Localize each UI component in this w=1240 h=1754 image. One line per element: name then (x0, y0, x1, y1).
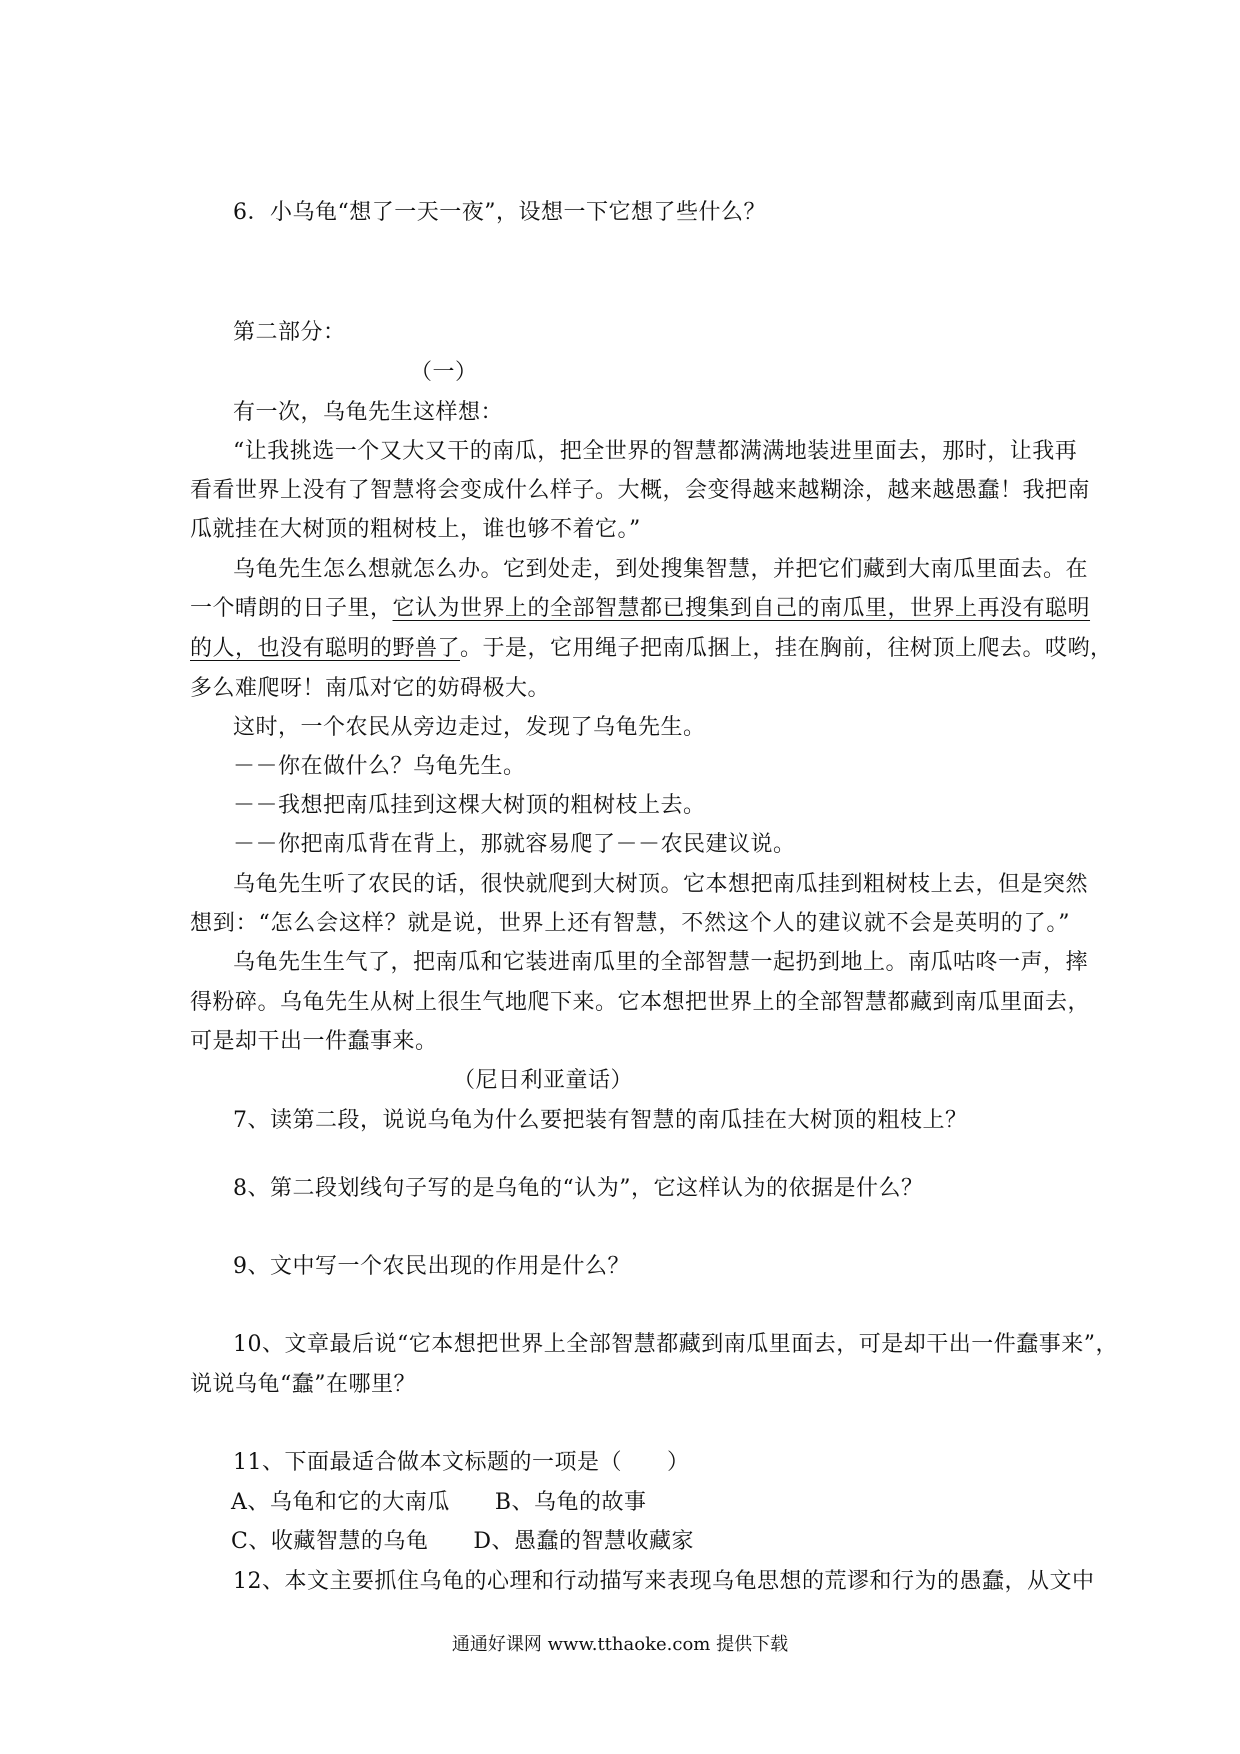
passage-source: （尼日利亚童话） (453, 1068, 634, 1093)
passage-paragraph-9-line-1: 乌龟先生生气了，把南瓜和它装进南瓜里的全部智慧一起扔到地上。南瓜咕咚一声，摔 (233, 950, 1089, 975)
question-9: 9、文中写一个农民出现的作用是什么？ (233, 1254, 630, 1279)
passage-paragraph-3-line-4: 多么难爬呀！南瓜对它的妨碍极大。 (190, 676, 551, 701)
passage-text: 。于是，它用绳子把南瓜捆上，挂在胸前，往树顶上爬去。哎哟， (460, 636, 1113, 661)
passage-paragraph-3-line-3 (190, 634, 1113, 664)
question-8: 8、第二段划线句子写的是乌龟的“认为”，它这样认为的依据是什么？ (233, 1176, 924, 1201)
question-6: 6．小乌龟“想了一天一夜”，设想一下它想了些什么？ (233, 200, 766, 225)
question-10-line-2: 说说乌龟“蠢”在哪里？ (190, 1372, 416, 1397)
question-12-line-1: 12、本文主要抓住乌龟的心理和行动描写来表现乌龟思想的荒谬和行为的愚蠢，从文中 (233, 1569, 1095, 1594)
passage-paragraph-1: 有一次，乌龟先生这样想： (233, 400, 504, 425)
passage-dialogue-3: －－你把南瓜背在背上，那就容易爬了－－农民建议说。 (233, 832, 796, 857)
section-heading: 第二部分： (233, 320, 346, 345)
passage-dialogue-2: －－我想把南瓜挂到这棵大树顶的粗树枝上去。 (233, 793, 706, 818)
passage-paragraph-9-line-2: 得粉碎。乌龟先生从树上很生气地爬下来。它本想把世界上的全部智慧都藏到南瓜里面去， (190, 990, 1091, 1015)
question-11-options-row-1: A、乌龟和它的大南瓜 B、乌龟的故事 (231, 1490, 647, 1515)
passage-paragraph-2-line-2: 看看世界上没有了智慧将会变成什么样子。大概，会变得越来越糊涂，越来越愚蠢！我把南 (190, 478, 1091, 503)
passage-paragraph-8-line-2: 想到：“怎么会这样？就是说，世界上还有智慧，不然这个人的建议就不会是英明的了。” (190, 911, 1070, 936)
page-footer: 通通好课网 www.tthaoke.com 提供下载 (451, 1634, 789, 1655)
underlined-sentence: 它认为世界上的全部智慧都已搜集到自己的南瓜里，世界上再没有聪明 (392, 596, 1091, 621)
question-7: 7、读第二段，说说乌龟为什么要把装有智慧的南瓜挂在大树顶的粗枝上？ (233, 1108, 968, 1133)
passage-paragraph-9-line-3: 可是却干出一件蠢事来。 (190, 1029, 438, 1054)
question-10-line-1: 10、文章最后说“它本想把世界上全部智慧都藏到南瓜里面去，可是却干出一件蠢事来”， (233, 1332, 1118, 1357)
passage-paragraph-3-line-2 (190, 594, 1091, 624)
passage-number: （一） (410, 360, 478, 385)
passage-paragraph-2-line-1: “让我挑选一个又大又干的南瓜，把全世界的智慧都满满地装进里面去，那时，让我再 (233, 439, 1078, 464)
passage-paragraph-2-line-3: 瓜就挂在大树顶的粗树枝上，谁也够不着它。” (190, 517, 641, 542)
question-11-options-row-2: C、收藏智慧的乌龟 D、愚蠢的智慧收藏家 (231, 1529, 694, 1554)
passage-paragraph-8-line-1: 乌龟先生听了农民的话，很快就爬到大树顶。它本想把南瓜挂到粗树枝上去，但是突然 (233, 872, 1089, 897)
passage-paragraph-4: 这时，一个农民从旁边走过，发现了乌龟先生。 (233, 715, 706, 740)
passage-text: 一个晴朗的日子里， (190, 596, 393, 621)
passage-paragraph-3-line-1: 乌龟先生怎么想就怎么办。它到处走，到处搜集智慧，并把它们藏到大南瓜里面去。在 (233, 557, 1089, 582)
passage-dialogue-1: －－你在做什么？乌龟先生。 (233, 754, 526, 779)
underlined-sentence: 的人，也没有聪明的野兽了 (190, 636, 461, 661)
question-11: 11、下面最适合做本文标题的一项是（ ） (233, 1450, 690, 1475)
